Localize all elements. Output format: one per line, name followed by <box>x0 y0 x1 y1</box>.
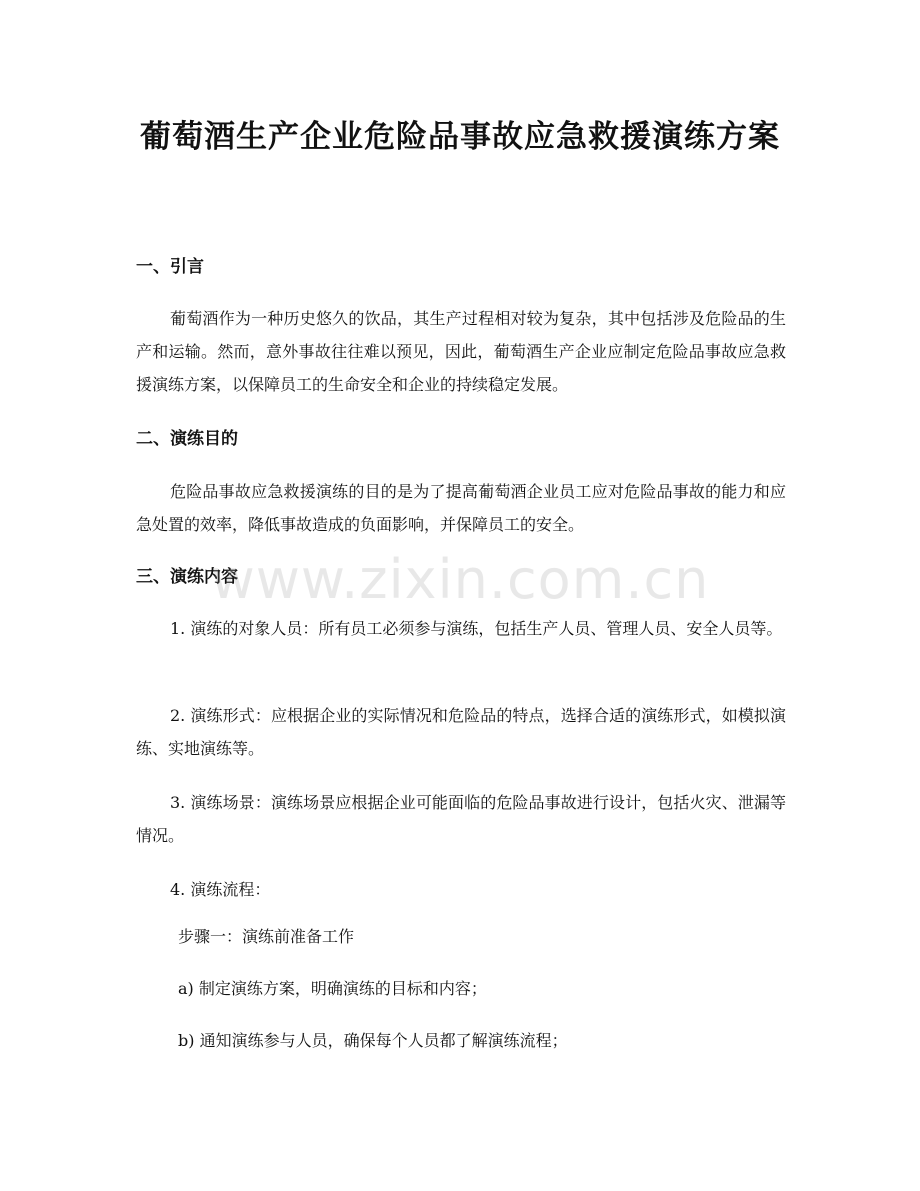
content-item-4: 4. 演练流程： <box>170 880 271 899</box>
section-heading-intro: 一、引言 <box>136 257 204 277</box>
page-title: 葡萄酒生产企业危险品事故应急救援演练方案 <box>140 119 780 155</box>
substep-a: a) 制定演练方案，明确演练的目标和内容； <box>178 979 487 998</box>
content-item-1: 1. 演练的对象人员：所有员工必须参与演练，包括生产人员、管理人员、安全人员等。 <box>170 619 783 638</box>
watermark: www.zixin.com.cn <box>210 548 710 611</box>
section-heading-content: 三、演练内容 <box>136 567 238 587</box>
step-one-label: 步骤一：演练前准备工作 <box>178 927 355 946</box>
content-item-2: 2. 演练形式：应根据企业的实际情况和危险品的特点，选择合适的演练形式，如模拟演练、实地演练等。 <box>136 706 786 758</box>
purpose-paragraph: 危险品事故应急救援演练的目的是为了提高葡萄酒企业员工应对危险品事故的能力和应急处置的效率，降低事故造成的负面影响，并保障员工的安全。 <box>136 482 786 534</box>
section-heading-purpose: 二、演练目的 <box>136 429 238 449</box>
content-item-3: 3. 演练场景：演练场景应根据企业可能面临的危险品事故进行设计，包括火灾、泄漏等情况。 <box>136 793 786 845</box>
intro-paragraph: 葡萄酒作为一种历史悠久的饮品，其生产过程相对较为复杂，其中包括涉及危险品的生产和运输。然而，意外事故往往难以预见，因此，葡萄酒生产企业应制定危险品事故应急救援演练方案，以保障员工的生命安全和企业的持续稳定发展。 <box>136 309 786 394</box>
substep-b: b) 通知演练参与人员，确保每个人员都了解演练流程； <box>178 1031 568 1050</box>
